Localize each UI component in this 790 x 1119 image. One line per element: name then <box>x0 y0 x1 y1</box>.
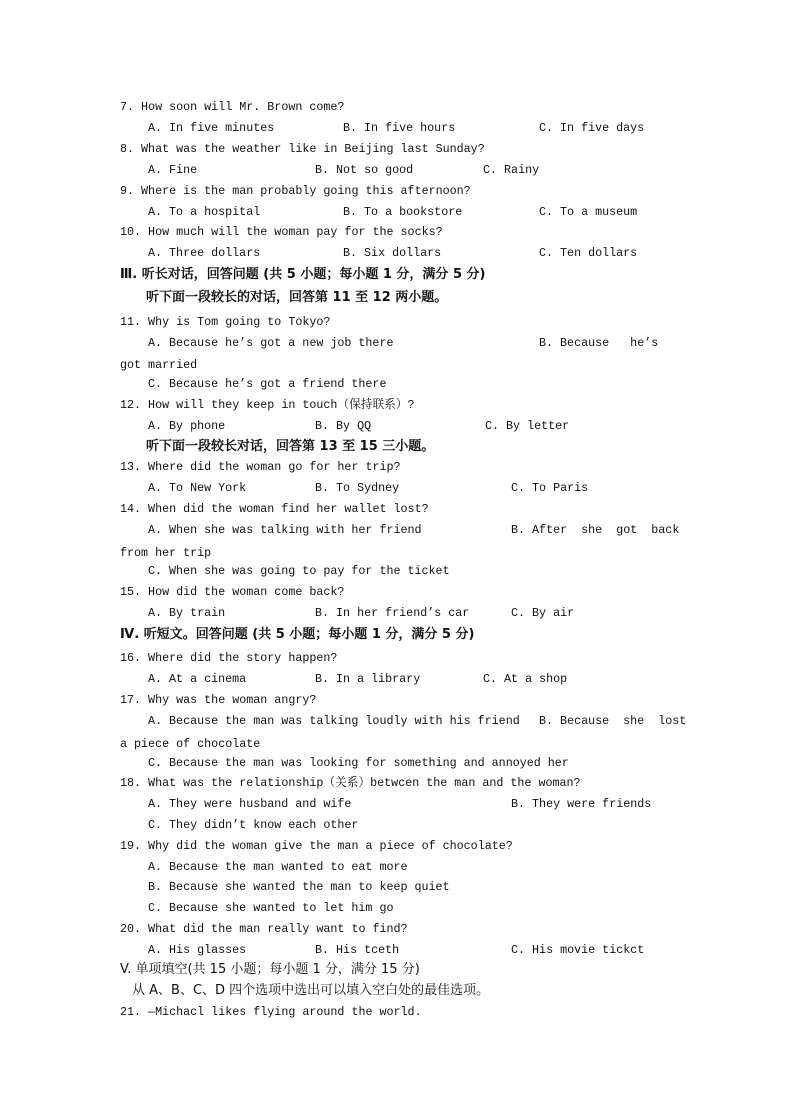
option-c: C. In five days <box>539 121 645 135</box>
question-14: 14. When did the woman find her wallet lost? <box>120 502 429 516</box>
option-c: C. At a shop <box>483 672 568 686</box>
option-c: C. By letter <box>485 419 570 433</box>
option-b: B. His tceth <box>315 943 400 957</box>
option-a: A. To a hospital <box>148 205 261 219</box>
question-12: 12. How will they keep in touch（保持联系）? <box>120 398 415 412</box>
section-3-instruction-2: 听下面一段较长对话，回答第 13 至 15 三小题。 <box>146 439 435 454</box>
section-3-heading: Ⅲ. 听长对话，回答问题 (共 5 小题；每小题 1 分，满分 5 分) <box>120 267 486 282</box>
question-19: 19. Why did the woman give the man a piece of chocolate? <box>120 839 513 853</box>
option-b: B. Not so good <box>315 163 414 177</box>
option-b: B. After she got back <box>511 523 680 537</box>
section-3-instruction: 听下面一段较长的对话，回答第 11 至 12 两小题。 <box>146 290 448 305</box>
option-b: B. Because she wanted the man to keep quiet <box>148 880 450 894</box>
option-b: B. Because he’s <box>539 336 659 350</box>
option-c: C. They didn’t know each other <box>148 818 359 832</box>
option-a: A. To New York <box>148 481 247 495</box>
option-b: B. They were friends <box>511 797 652 811</box>
question-21: 21. —Michacl likes flying around the world. <box>120 1005 422 1019</box>
option-b: B. In five hours <box>343 121 456 135</box>
option-c: C. Ten dollars <box>539 246 638 260</box>
option-a: A. They were husband and wife <box>148 797 352 811</box>
option-b: B. In her friend’s car <box>315 606 470 620</box>
option-a: A. Fine <box>148 163 198 177</box>
option-b: B. To a bookstore <box>343 205 463 219</box>
option-c: C. By air <box>511 606 575 620</box>
question-16: 16. Where did the story happen? <box>120 651 338 665</box>
option-a: A. When she was talking with her friend <box>148 523 422 537</box>
option-a: A. Because the man wanted to eat more <box>148 860 408 874</box>
section-4-heading: Ⅳ. 听短文。回答问题 (共 5 小题；每小题 1 分，满分 5 分) <box>120 627 475 642</box>
option-a: A. By phone <box>148 419 226 433</box>
question-18: 18. What was the relationship（关系）betwcen the man and the woman? <box>120 776 581 790</box>
option-b-continued: from her trip <box>120 546 212 560</box>
option-a: A. By train <box>148 606 226 620</box>
question-20: 20. What did the man really want to find? <box>120 922 408 936</box>
question-11: 11. Why is Tom going to Tokyo? <box>120 315 331 329</box>
option-c: C. Rainy <box>483 163 540 177</box>
option-a: A. Because he’s got a new job there <box>148 336 394 350</box>
option-b: B. Six dollars <box>343 246 442 260</box>
option-b-continued: got married <box>120 358 198 372</box>
option-c: C. To a museum <box>539 205 638 219</box>
question-7: 7. How soon will Mr. Brown come? <box>120 100 345 114</box>
section-5-heading: V. 单项填空(共 15 小题；每小题 1 分，满分 15 分) <box>120 962 420 977</box>
option-a: A. In five minutes <box>148 121 275 135</box>
question-13: 13. Where did the woman go for her trip? <box>120 460 401 474</box>
option-a: A. At a cinema <box>148 672 247 686</box>
question-10: 10. How much will the woman pay for the socks? <box>120 225 443 239</box>
question-8: 8. What was the weather like in Beijing last Sunday? <box>120 142 485 156</box>
section-5-instruction: 从 A、B、C、D 四个选项中选出可以填入空白处的最佳选项。 <box>132 983 490 998</box>
option-c: C. Because she wanted to let him go <box>148 901 394 915</box>
option-b: B. Because she lost <box>539 714 687 728</box>
option-c: C. His movie tickct <box>511 943 645 957</box>
option-c: C. To Paris <box>511 481 589 495</box>
option-b-continued: a piece of chocolate <box>120 737 261 751</box>
option-c: C. Because he’s got a friend there <box>148 377 387 391</box>
question-15: 15. How did the woman come back? <box>120 585 345 599</box>
option-c: C. Because the man was looking for something and annoyed her <box>148 756 569 770</box>
option-a: A. His glasses <box>148 943 247 957</box>
option-b: B. In a library <box>315 672 421 686</box>
option-a: A. Because the man was talking loudly with his friend <box>148 714 520 728</box>
option-b: B. By QQ <box>315 419 372 433</box>
option-c: C. When she was going to pay for the ticket <box>148 564 450 578</box>
question-9: 9. Where is the man probably going this afternoon? <box>120 184 471 198</box>
option-b: B. To Sydney <box>315 481 400 495</box>
option-a: A. Three dollars <box>148 246 261 260</box>
question-17: 17. Why was the woman angry? <box>120 693 317 707</box>
